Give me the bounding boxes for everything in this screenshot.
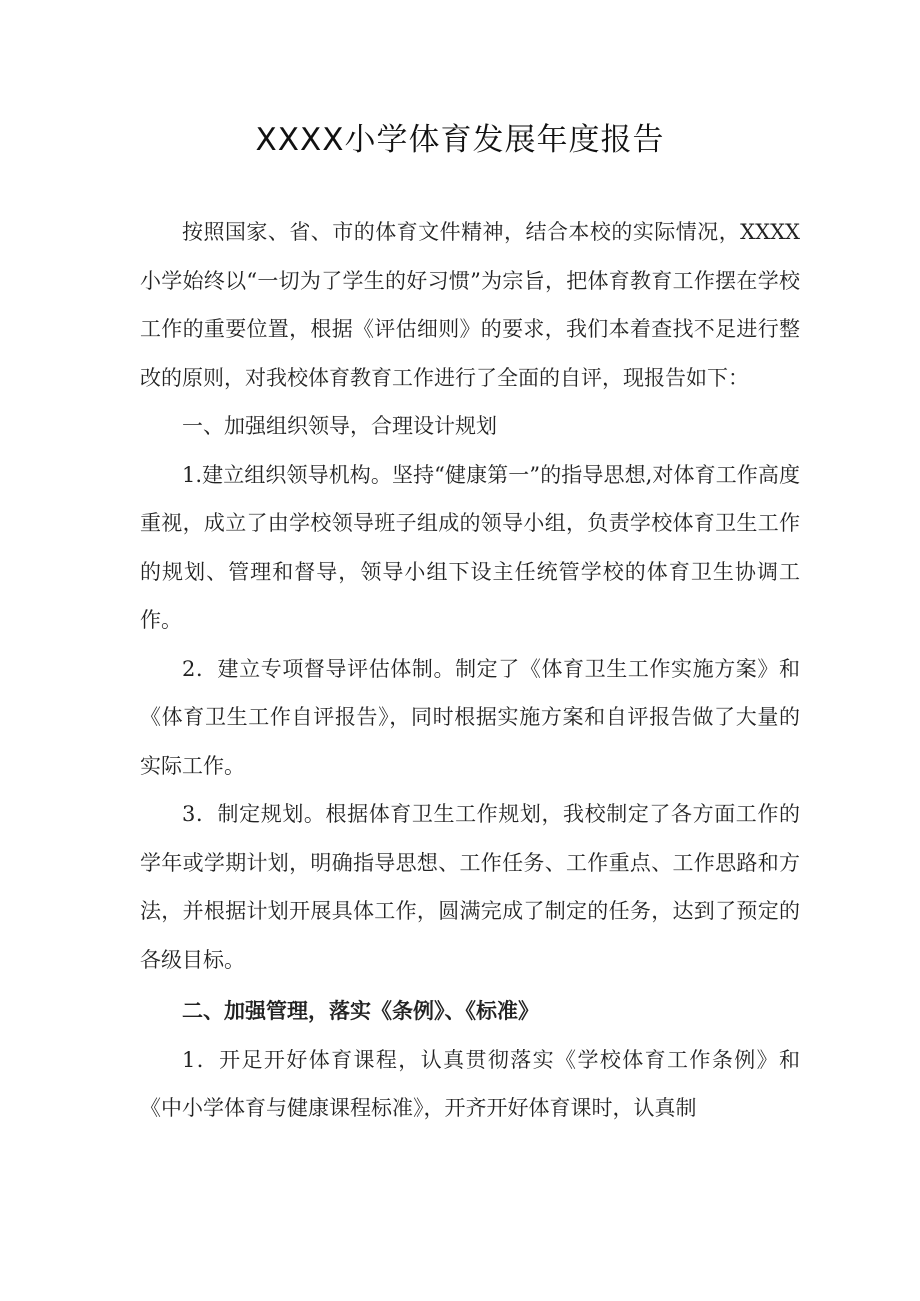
body-paragraph: 1．开足开好体育课程，认真贯彻落实《学校体育工作条例》和《中小学体育与健康课程标准》，开齐开好体育课时，认真制	[140, 1047, 800, 1120]
document-title: XXXX小学体育发展年度报告	[255, 122, 665, 158]
intro-paragraph: 按照国家、省、市的体育文件精神，结合本校的实际情况，XXXX小学始终以“一切为了学生的好习惯”为宗旨，把体育教育工作摆在学校工作的重要位置，根据《评估细则》的要求，我们本着查找不足进行整改的原则，对我校体育教育工作进行了全面的自评，现报告如下：	[140, 220, 800, 390]
body-paragraph: 1.建立组织领导机构。坚持“健康第一”的指导思想,对体育工作高度重视，成立了由学校领导班子组成的领导小组，负责学校体育卫生工作的规划、管理和督导，领导小组下设主任统管学校的体育卫生协调工作。	[140, 462, 800, 632]
body-paragraph: 3．制定规划。根据体育卫生工作规划，我校制定了各方面工作的学年或学期计划，明确指导思想、工作任务、工作重点、工作思路和方法，并根据计划开展具体工作，圆满完成了制定的任务，达到了预定的各级目标。	[140, 802, 800, 972]
section-heading-2: 二、加强管理，落实《条例》、《标准》	[182, 999, 539, 1023]
body-paragraph: 2．建立专项督导评估体制。制定了《体育卫生工作实施方案》和《体育卫生工作自评报告》，同时根据实施方案和自评报告做了大量的实际工作。	[140, 656, 800, 778]
section-heading-1: 一、加强组织领导，合理设计规划	[182, 414, 497, 438]
document-body	[140, 208, 800, 1133]
